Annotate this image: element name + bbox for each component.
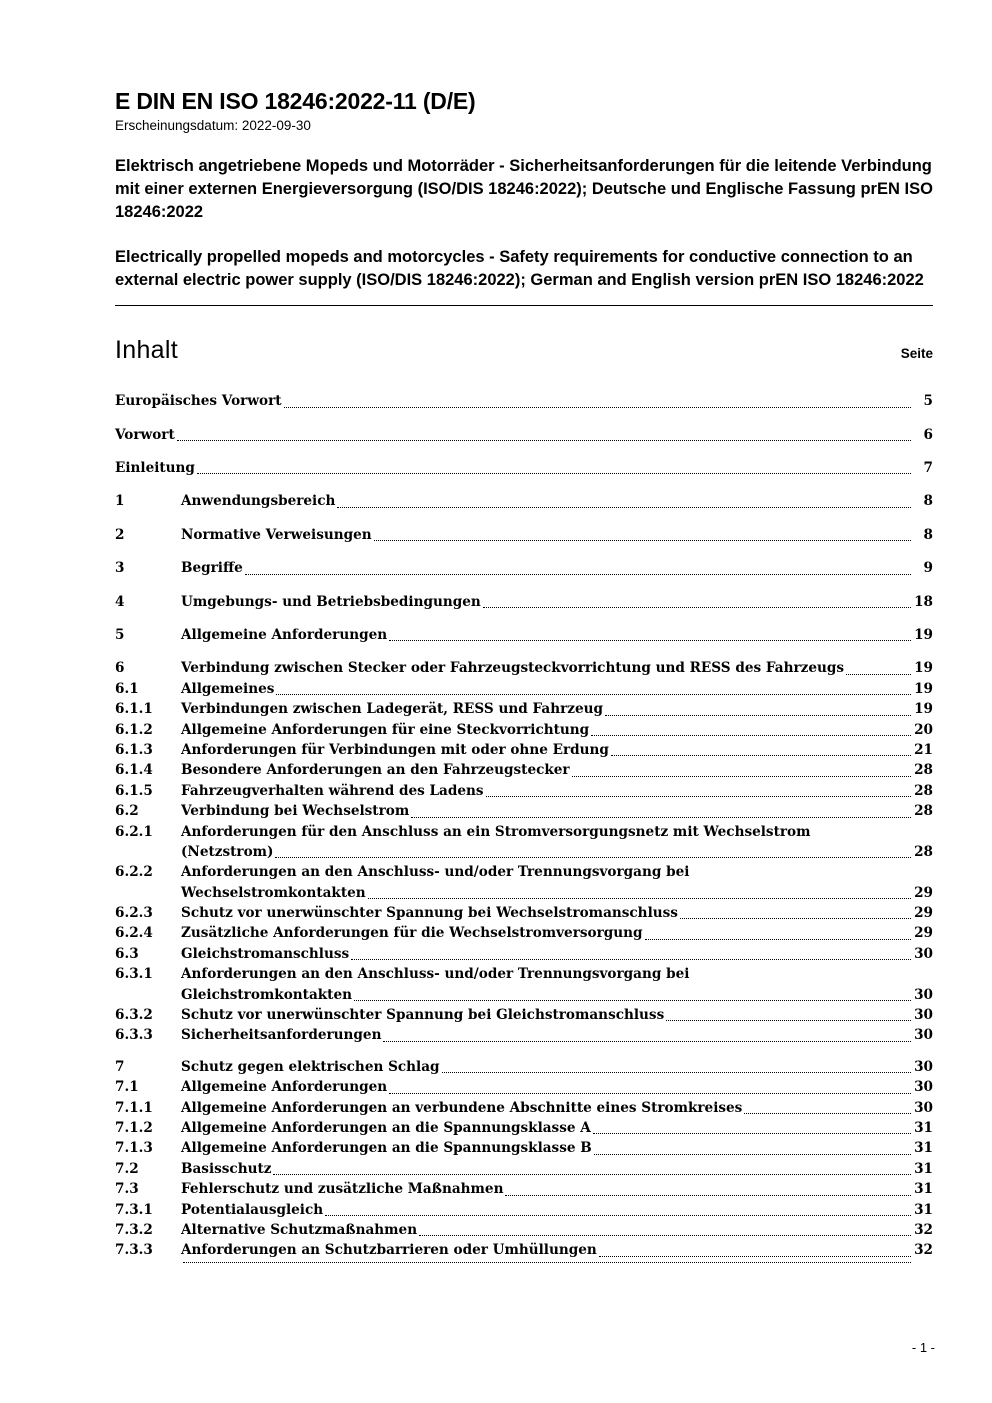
toc-leader-dots — [389, 639, 911, 641]
toc-entry-label: Allgemeine Anforderungen an verbundene Abschnitte eines Stromkreises — [181, 1099, 743, 1116]
toc-entry[interactable] — [115, 1179, 933, 1199]
toc-entry-label: Anforderungen für den Anschluss an ein Stromversorgungsnetz mit Wechselstrom — [181, 823, 811, 840]
toc-leader-dots — [483, 606, 911, 608]
toc-entry[interactable] — [115, 592, 933, 612]
toc-leader-dots — [337, 506, 911, 508]
toc-leader-dots — [284, 406, 911, 408]
toc-entry-label: Allgemeine Anforderungen — [181, 1079, 388, 1096]
table-of-contents — [115, 391, 933, 1266]
toc-entry-number: 6.1 — [115, 680, 139, 697]
toc-entry[interactable] — [115, 964, 933, 1005]
toc-leader-dots — [276, 693, 911, 695]
toc-entry-page: 30 — [914, 945, 933, 962]
toc-entry-label: Normative Verweisungen — [181, 526, 372, 543]
toc-entry[interactable] — [115, 1118, 933, 1138]
toc-entry-label: Begriffe — [181, 560, 243, 577]
toc-entry-page: 9 — [923, 560, 933, 577]
toc-entry-label: Sicherheitsanforderungen — [181, 1027, 382, 1044]
toc-leader-dots — [680, 917, 911, 919]
toc-entry-page: 29 — [914, 884, 933, 901]
toc-entry-page: 32 — [914, 1221, 933, 1238]
toc-entry-page: 19 — [914, 680, 933, 697]
toc-entry-label: Europäisches Vorwort — [115, 393, 282, 410]
toc-entry-number: 6.1.3 — [115, 741, 153, 758]
toc-leader-dots — [505, 1194, 911, 1196]
toc-entry-label: Anwendungsbereich — [181, 493, 336, 510]
toc-entry-label: Fehlerschutz und zusätzliche Maßnahmen — [181, 1181, 504, 1198]
toc-entry-label: Zusätzliche Anforderungen für die Wechselstromversorgung — [181, 925, 643, 942]
toc-entry-page: 20 — [914, 721, 933, 738]
toc-header — [115, 336, 933, 365]
toc-entry[interactable] — [115, 1159, 933, 1179]
toc-entry-number: 7.1.3 — [115, 1140, 153, 1157]
toc-entry-label: Anforderungen für Verbindungen mit oder ohne Erdung — [181, 741, 609, 758]
toc-entry-label: Besondere Anforderungen an den Fahrzeugstecker — [181, 762, 570, 779]
toc-entry-number: 6.3.2 — [115, 1007, 153, 1024]
publication-date: Erscheinungsdatum: 2022-09-30 — [115, 118, 311, 134]
toc-entry-label: Umgebungs- und Betriebsbedingungen — [181, 593, 481, 610]
toc-leader-dots — [183, 1261, 911, 1263]
toc-entry-label: Basisschutz — [181, 1160, 272, 1177]
toc-entry-label: Verbindungen zwischen Ladegerät, RESS und Fahrzeug — [181, 701, 604, 718]
toc-entry[interactable] — [115, 1261, 933, 1267]
toc-entry[interactable] — [115, 558, 933, 578]
subtitle-english: Electrically propelled mopeds and motorcycles - Safety requirements for conductive connection to an external electric power supply (ISO/DIS 18246:2022); German and English version prEN ISO 18246:2022 — [115, 247, 924, 289]
toc-entry-number: 6 — [115, 660, 125, 677]
toc-leader-dots — [419, 1234, 911, 1236]
toc-leader-dots — [611, 754, 911, 756]
subtitle-german: Elektrisch angetriebene Mopeds und Motorräder - Sicherheitsanforderungen für die leitende Verbindung mit einer externen Energieversorgung (ISO/DIS 18246:2022); Deutsche und Englische Fassung prEN ISO 18246:2022 — [115, 157, 933, 221]
toc-leader-dots — [383, 1040, 911, 1042]
toc-leader-dots — [197, 472, 911, 474]
toc-leader-dots — [273, 1173, 911, 1175]
toc-entry-page: 19 — [914, 627, 933, 643]
toc-entry-label: Gleichstromanschluss — [181, 945, 350, 962]
toc-entry[interactable] — [115, 822, 933, 863]
toc-entry[interactable] — [115, 1057, 933, 1077]
toc-entry-page: 28 — [914, 843, 933, 860]
toc-entry-number: 7.1.1 — [115, 1099, 153, 1116]
toc-entry[interactable] — [115, 1025, 933, 1045]
toc-entry-label: Fahrzeugverhalten während des Ladens — [181, 782, 484, 799]
toc-entry-label: Vorwort — [115, 426, 175, 443]
toc-leader-dots — [275, 856, 911, 858]
toc-entry-page: 31 — [914, 1201, 933, 1218]
toc-entry[interactable] — [115, 801, 933, 821]
toc-entry-label: Allgemeine Anforderungen an die Spannungsklasse B — [181, 1140, 592, 1157]
footer-page-number: - 1 - — [911, 1340, 935, 1355]
toc-entry-label: Schutz vor unerwünschter Spannung bei Wechselstromanschluss — [181, 905, 678, 922]
toc-entry[interactable] — [115, 781, 933, 801]
toc-entry-page: 18 — [914, 593, 933, 610]
toc-entry-label: Verbindung zwischen Stecker oder Fahrzeugsteckvorrichtung und RESS des Fahrzeugs — [181, 660, 845, 677]
toc-entry-page: 30 — [914, 986, 933, 1003]
toc-entry-label: Schutz gegen elektrischen Schlag — [181, 1058, 440, 1075]
toc-entry-label: Einleitung — [115, 460, 195, 477]
toc-entry-page: 19 — [914, 660, 933, 677]
toc-entry-number: 3 — [115, 560, 125, 577]
toc-entry-page: 19 — [914, 701, 933, 718]
toc-entry-number: 7.2 — [115, 1160, 139, 1177]
toc-entry-page: 21 — [914, 741, 933, 758]
toc-entry-page: 31 — [914, 1140, 933, 1157]
toc-entry[interactable] — [115, 1138, 933, 1158]
toc-leader-dots — [177, 439, 911, 441]
toc-entry[interactable] — [115, 525, 933, 545]
toc-entry-front[interactable] — [115, 391, 933, 411]
toc-entry-page: 29 — [914, 925, 933, 942]
toc-entry[interactable] — [115, 1098, 933, 1118]
toc-entry-page: 28 — [914, 762, 933, 779]
toc-entry-number: 6.2 — [115, 803, 139, 820]
toc-entry-label: Alternative Schutzmaßnahmen — [181, 1221, 418, 1238]
toc-entry[interactable] — [115, 903, 933, 923]
toc-entry-label: Allgemeine Anforderungen — [181, 627, 388, 643]
toc-leader-dots — [245, 573, 911, 575]
toc-leader-dots — [846, 673, 911, 675]
toc-entry-label-line2: (Netzstrom) — [181, 843, 274, 860]
toc-leader-dots — [486, 795, 911, 797]
toc-entry[interactable] — [115, 1220, 933, 1240]
toc-entry-page: 31 — [914, 1119, 933, 1136]
toc-entry[interactable] — [115, 862, 933, 903]
toc-entry-number: 6.2.2 — [115, 864, 153, 881]
toc-leader-dots — [645, 938, 911, 940]
toc-entry-number: 7.3.2 — [115, 1221, 153, 1238]
toc-entry-label: Schutz vor unerwünschter Spannung bei Gleichstromanschluss — [181, 1007, 665, 1024]
toc-entry-page: 31 — [914, 1181, 933, 1198]
toc-entry[interactable] — [115, 720, 933, 740]
toc-entry[interactable] — [115, 491, 933, 511]
toc-entry-label: Anforderungen an den Anschluss- und/oder Trennungsvorgang bei — [181, 966, 690, 983]
toc-entry-number: 6.1.2 — [115, 721, 153, 738]
toc-leader-dots — [442, 1071, 911, 1073]
toc-entry-number: 7.3 — [115, 1181, 139, 1198]
toc-entry-number: 7.1.2 — [115, 1119, 153, 1136]
toc-entry-page: 28 — [914, 803, 933, 820]
toc-entry[interactable] — [115, 658, 933, 678]
toc-leader-dots — [411, 816, 911, 818]
toc-leader-dots — [389, 1092, 911, 1094]
toc-entry-label: Allgemeine Anforderungen an die Spannungsklasse A — [181, 1119, 591, 1136]
toc-entry-number: 2 — [115, 526, 125, 543]
toc-entry-page: 6 — [923, 426, 933, 443]
toc-leader-dots — [572, 775, 911, 777]
toc-entry-number: 1 — [115, 493, 125, 510]
toc-entry-label: Allgemeine Anforderungen für eine Steckvorrichtung — [181, 721, 590, 738]
toc-entry-number: 6.2.4 — [115, 925, 153, 942]
toc-entry-label-line2: Wechselstromkontakten — [181, 884, 366, 901]
toc-entry-label: Anforderungen an Schutzbarrieren oder Umhüllungen — [181, 1242, 597, 1259]
toc-entry-page: 30 — [914, 1079, 933, 1096]
toc-entry-page: 30 — [914, 1027, 933, 1044]
toc-entry-front[interactable] — [115, 425, 933, 445]
toc-entry-page: 30 — [914, 1099, 933, 1116]
toc-entry[interactable] — [115, 1240, 933, 1260]
toc-entry-page: 31 — [914, 1160, 933, 1177]
toc-entry-number: 7.3.3 — [115, 1242, 153, 1259]
toc-entry-page: 29 — [914, 905, 933, 922]
toc-entry-number: 6.1.1 — [115, 701, 153, 718]
toc-entry[interactable] — [115, 1077, 933, 1097]
toc-entry-number: 6.3 — [115, 945, 139, 962]
page-content — [115, 88, 933, 1267]
toc-leader-dots — [744, 1112, 911, 1114]
toc-entry-number: 5 — [115, 627, 125, 643]
toc-entry-page: 30 — [914, 1058, 933, 1075]
toc-entry[interactable] — [115, 923, 933, 943]
toc-leader-dots — [351, 958, 911, 960]
toc-entry-page: 7 — [923, 460, 933, 477]
toc-leader-dots — [605, 714, 911, 716]
toc-entry-number: 6.1.5 — [115, 782, 153, 799]
toc-entry-label: Anforderungen an den Anschluss- und/oder Trennungsvorgang bei — [181, 864, 690, 881]
toc-entry-page: 8 — [923, 493, 933, 510]
toc-entry-number: 6.2.3 — [115, 905, 153, 922]
toc-entry-page: 30 — [914, 1007, 933, 1024]
toc-leader-dots — [594, 1153, 911, 1155]
toc-entry[interactable] — [115, 740, 933, 760]
toc-entry[interactable] — [115, 760, 933, 780]
toc-entry-number: 7.1 — [115, 1079, 139, 1096]
toc-leader-dots — [599, 1255, 911, 1257]
toc-entry-number: 6.1.4 — [115, 762, 153, 779]
toc-leader-dots — [591, 734, 911, 736]
toc-leader-dots — [325, 1214, 911, 1216]
toc-entry-label: Verbindung bei Wechselstrom — [181, 803, 410, 820]
toc-heading: Inhalt — [115, 336, 178, 365]
toc-entry-label-line2: Gleichstromkontakten — [181, 986, 352, 1003]
toc-page-column-label: Seite — [900, 346, 933, 362]
toc-entry-number: 7 — [115, 1058, 125, 1075]
toc-leader-dots — [593, 1132, 911, 1134]
toc-entry-front[interactable] — [115, 458, 933, 478]
toc-entry-number: 4 — [115, 593, 125, 610]
toc-entry-label: Allgemeines — [181, 680, 275, 697]
toc-entry[interactable] — [115, 625, 933, 645]
toc-entry-number: 6.2.1 — [115, 823, 153, 840]
toc-entry[interactable] — [115, 944, 933, 964]
toc-entry-number: 6.3.3 — [115, 1027, 153, 1044]
toc-leader-dots — [666, 1019, 911, 1021]
toc-entry[interactable] — [115, 1200, 933, 1220]
toc-leader-dots — [374, 539, 911, 541]
toc-entry[interactable] — [115, 679, 933, 699]
toc-entry-page: 28 — [914, 782, 933, 799]
toc-leader-dots — [368, 897, 911, 899]
header-divider — [115, 305, 933, 306]
page-title: E DIN EN ISO 18246:2022-11 (D/E) — [115, 88, 476, 114]
toc-entry-number: 6.3.1 — [115, 966, 153, 983]
toc-entry-label: Potentialausgleich — [181, 1201, 324, 1218]
toc-entry-page: 32 — [914, 1242, 933, 1259]
toc-entry-page: 5 — [923, 393, 933, 410]
toc-leader-dots — [354, 999, 911, 1001]
toc-entry-number: 7.3.1 — [115, 1201, 153, 1218]
toc-entry[interactable] — [115, 699, 933, 719]
toc-entry[interactable] — [115, 1005, 933, 1025]
toc-group-spacer — [115, 1046, 933, 1057]
toc-entry-page: 8 — [923, 526, 933, 543]
